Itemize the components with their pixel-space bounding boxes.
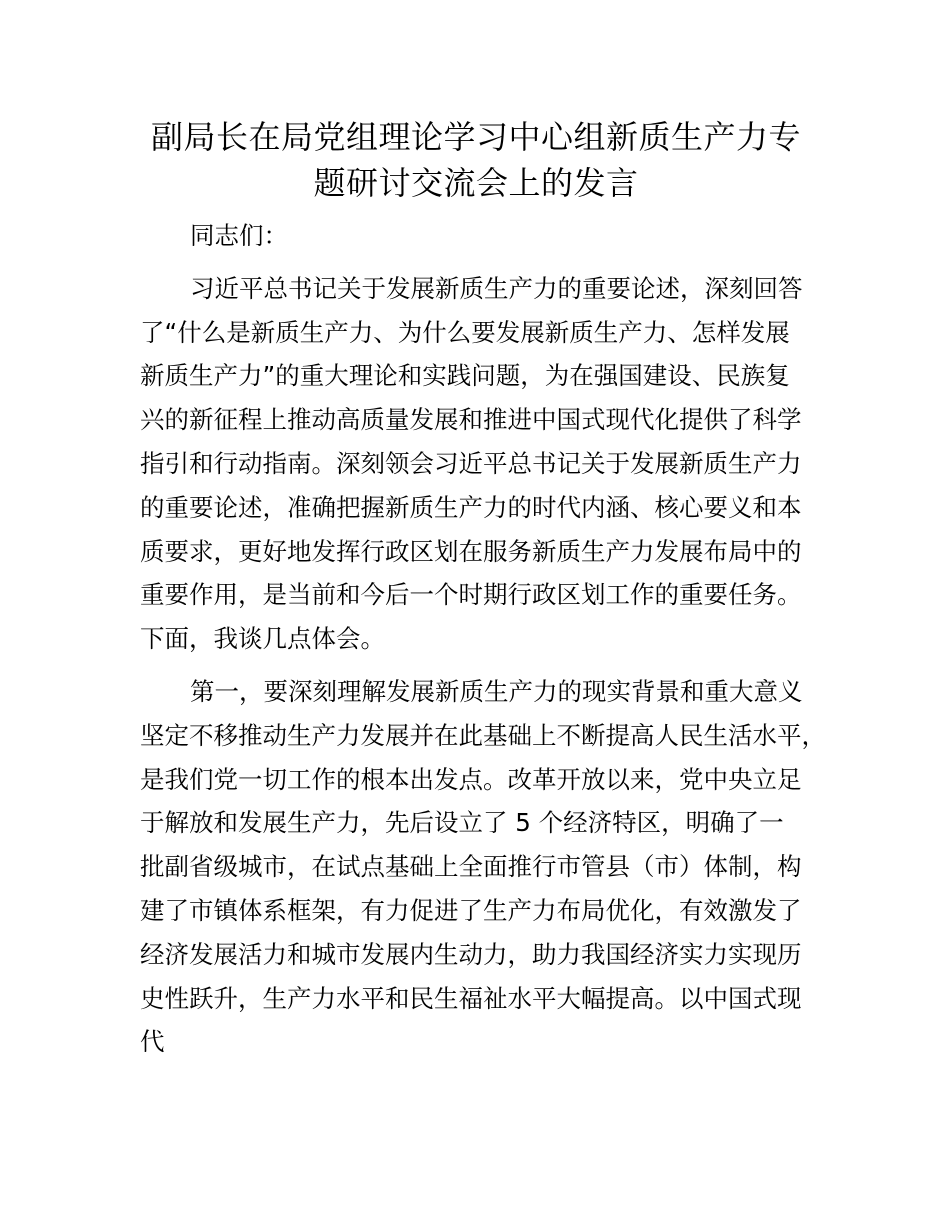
paragraph-line: 第一，要深刻理解发展新质生产力的现实背景和重大意义 — [190, 676, 803, 706]
paragraph-line: 史性跃升，生产力水平和民生福祉水平大幅提高。以中国式现 — [140, 983, 802, 1013]
title-line-1: 副局长在局党组理论学习中心组新质生产力专 — [150, 118, 801, 156]
paragraph-line: 了“什么是新质生产力、为什么要发展新质生产力、怎样发展 — [140, 317, 790, 347]
salutation: 同志们： — [190, 221, 288, 250]
paragraph-line: 指引和行动指南。深刻领会习近平总书记关于发展新质生产力 — [140, 448, 802, 478]
paragraph-line: 是我们党一切工作的根本出发点。改革开放以来，党中央立足 — [140, 764, 802, 794]
paragraph-line: 经济发展活力和城市发展内生动力，助力我国经济实力实现历 — [140, 939, 802, 969]
paragraph-1 — [140, 267, 830, 661]
paragraph-line: 新质生产力”的重大理论和实践问题，为在强国建设、民族复 — [140, 361, 790, 391]
paragraph-line: 于解放和发展生产力，先后设立了 5 个经济特区，明确了一 — [140, 808, 784, 838]
paragraph-line: 兴的新征程上推动高质量发展和推进中国式现代化提供了科学 — [140, 405, 802, 435]
paragraph-line: 建了市镇体系框架，有力促进了生产力布局优化，有效激发了 — [140, 895, 802, 925]
paragraph-line: 的重要论述，准确把握新质生产力的时代内涵、核心要义和本 — [140, 492, 802, 522]
document-title — [140, 114, 812, 206]
paragraph-line: 批副省级城市，在试点基础上全面推行市管县（市）体制，构 — [140, 852, 802, 882]
paragraph-line: 质要求，更好地发挥行政区划在服务新质生产力发展布局中的 — [140, 536, 802, 566]
paragraph-line: 坚定不移推动生产力发展并在此基础上不断提高人民生活水平， — [140, 720, 826, 750]
paragraph-line: 代 — [140, 1027, 165, 1057]
title-line-2: 题研讨交流会上的发言 — [313, 164, 639, 202]
paragraph-line: 重要作用，是当前和今后一个时期行政区划工作的重要任务。 — [140, 580, 802, 610]
document-body — [140, 214, 830, 1064]
paragraph-line: 习近平总书记关于发展新质生产力的重要论述，深刻回答 — [190, 273, 803, 303]
paragraph-2 — [140, 670, 830, 1064]
paragraph-line: 下面，我谈几点体会。 — [140, 624, 385, 654]
